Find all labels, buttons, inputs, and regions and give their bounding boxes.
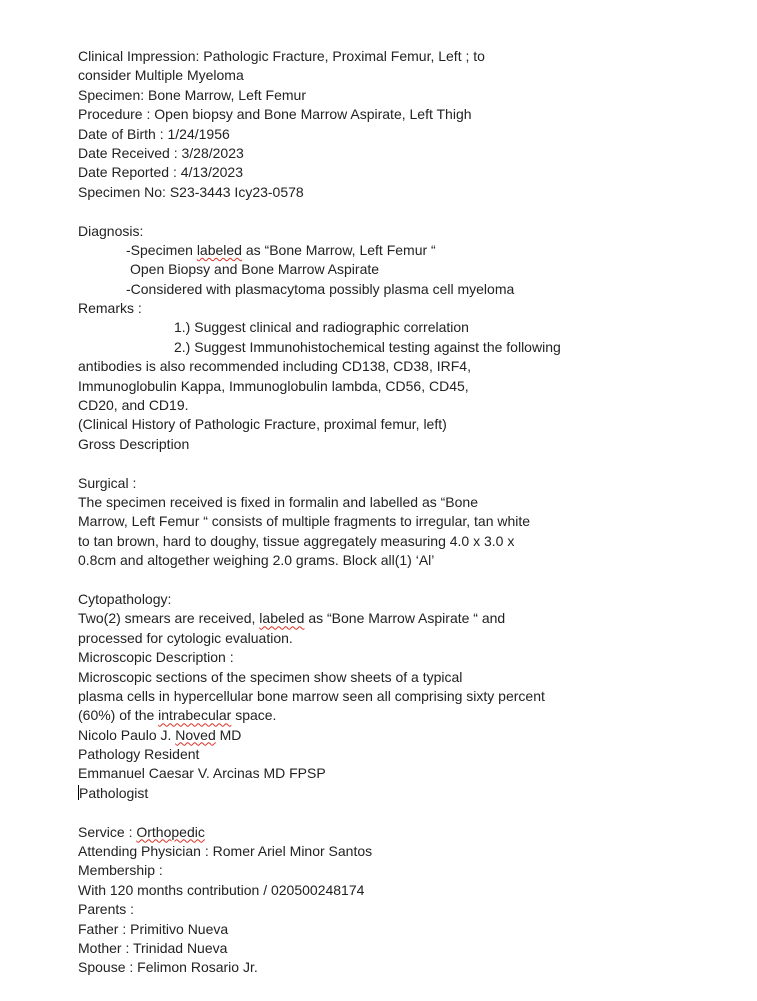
attending-physician: Attending Physician : Romer Ariel Minor Santos: [78, 843, 373, 860]
surgical-line-4: 0.8cm and altogether weighing 2.0 grams. Block all(1) ‘Al’: [78, 552, 435, 569]
clinical-impression: Clinical Impression: Pathologic Fracture, Proximal Femur, Left ; to: [78, 48, 485, 64]
microscopic-line-2: plasma cells in hypercellular bone marrow seen all comprising sixty percent: [78, 687, 545, 704]
remarks-item-1: 1.) Suggest clinical and radiographic correlation: [174, 319, 469, 336]
surgical-line-1: The specimen received is fixed in formalin and labelled as “Bone: [78, 493, 478, 510]
blank-line: [78, 454, 718, 473]
surgical-line-3: to tan brown, hard to doughy, tissue aggregately measuring 4.0 x 3.0 x: [78, 532, 515, 549]
cytopathology-line-1-pre: Two(2) smears are received,: [78, 610, 260, 627]
document-body[interactable]: [78, 47, 718, 978]
microscopic-line-3-pre: (60%) of the: [78, 707, 159, 724]
father: Father : Primitivo Nueva: [78, 920, 229, 937]
resident-name-pre: Nicolo Paulo J.: [78, 726, 176, 743]
pathologist-title-line: [78, 784, 718, 803]
service: [78, 823, 718, 842]
specimen: Specimen: Bone Marrow, Left Femur: [78, 86, 306, 103]
microscopic-line-3-post: space.: [231, 707, 277, 724]
diagnosis-line-3: -Considered with plasmacytoma possibly plasma cell myeloma: [126, 280, 515, 297]
resident-name: [78, 726, 718, 745]
misspelled-word[interactable]: labeled: [196, 241, 242, 258]
diagnosis-line-1: [78, 241, 718, 260]
membership: Membership :: [78, 862, 163, 879]
misspelled-word[interactable]: intrabecular: [158, 707, 232, 724]
remarks-cont-3: CD20, and CD19.: [78, 397, 189, 414]
remarks-heading: Remarks :: [78, 300, 142, 317]
pathologist-title: Pathologist: [79, 784, 149, 801]
parents: Parents :: [78, 901, 135, 918]
remarks-cont-1: antibodies is also recommended including CD138, CD38, IRF4,: [78, 358, 471, 375]
microscopic-line-3: [78, 706, 718, 725]
cytopathology-heading: Cytopathology:: [78, 590, 172, 607]
resident-name-post: MD: [215, 726, 242, 743]
misspelled-word[interactable]: Noved: [175, 726, 216, 743]
date-reported: Date Reported : 4/13/2023: [78, 164, 244, 181]
cytopathology-line-1: [78, 609, 718, 628]
spouse: Spouse : Felimon Rosario Jr.: [78, 959, 258, 976]
pathologist-name: Emmanuel Caesar V. Arcinas MD FPSP: [78, 765, 326, 782]
specimen-no: Specimen No: S23-3443 Icy23-0578: [78, 183, 304, 200]
misspelled-word[interactable]: labeled: [259, 610, 305, 627]
cytopathology-line-2: processed for cytologic evaluation.: [78, 629, 293, 646]
gross-description-heading: Gross Description: [78, 435, 190, 452]
diagnosis-heading: Diagnosis:: [78, 222, 144, 239]
resident-title: Pathology Resident: [78, 746, 200, 763]
clinical-impression-cont: consider Multiple Myeloma: [78, 67, 244, 84]
blank-line: [78, 571, 718, 590]
service-label: Service :: [78, 823, 137, 840]
diagnosis-line-1-pre: -Specimen: [126, 241, 197, 258]
blank-line: [78, 202, 718, 221]
cytopathology-line-1-post: as “Bone Marrow Aspirate “ and: [304, 610, 506, 627]
microscopic-heading: Microscopic Description :: [78, 649, 234, 666]
date-of-birth: Date of Birth : 1/24/1956: [78, 125, 230, 142]
mother: Mother : Trinidad Nueva: [78, 939, 228, 956]
contribution: With 120 months contribution / 020500248174: [78, 881, 365, 898]
clinical-history: (Clinical History of Pathologic Fracture, proximal femur, left): [78, 416, 447, 433]
procedure: Procedure : Open biopsy and Bone Marrow Aspirate, Left Thigh: [78, 106, 472, 123]
remarks-cont-2: Immunoglobulin Kappa, Immunoglobulin lambda, CD56, CD45,: [78, 377, 469, 394]
date-received: Date Received : 3/28/2023: [78, 144, 244, 161]
remarks-item-2: 2.) Suggest Immunohistochemical testing against the following: [174, 338, 561, 355]
surgical-heading: Surgical :: [78, 474, 137, 491]
blank-line: [78, 803, 718, 822]
diagnosis-line-1-post: as “Bone Marrow, Left Femur “: [241, 241, 436, 258]
surgical-line-2: Marrow, Left Femur “ consists of multiple fragments to irregular, tan white: [78, 513, 531, 530]
misspelled-word[interactable]: Orthopedic: [136, 823, 205, 840]
microscopic-line-1: Microscopic sections of the specimen show sheets of a typical: [78, 668, 463, 685]
diagnosis-line-2: Open Biopsy and Bone Marrow Aspirate: [130, 261, 380, 278]
